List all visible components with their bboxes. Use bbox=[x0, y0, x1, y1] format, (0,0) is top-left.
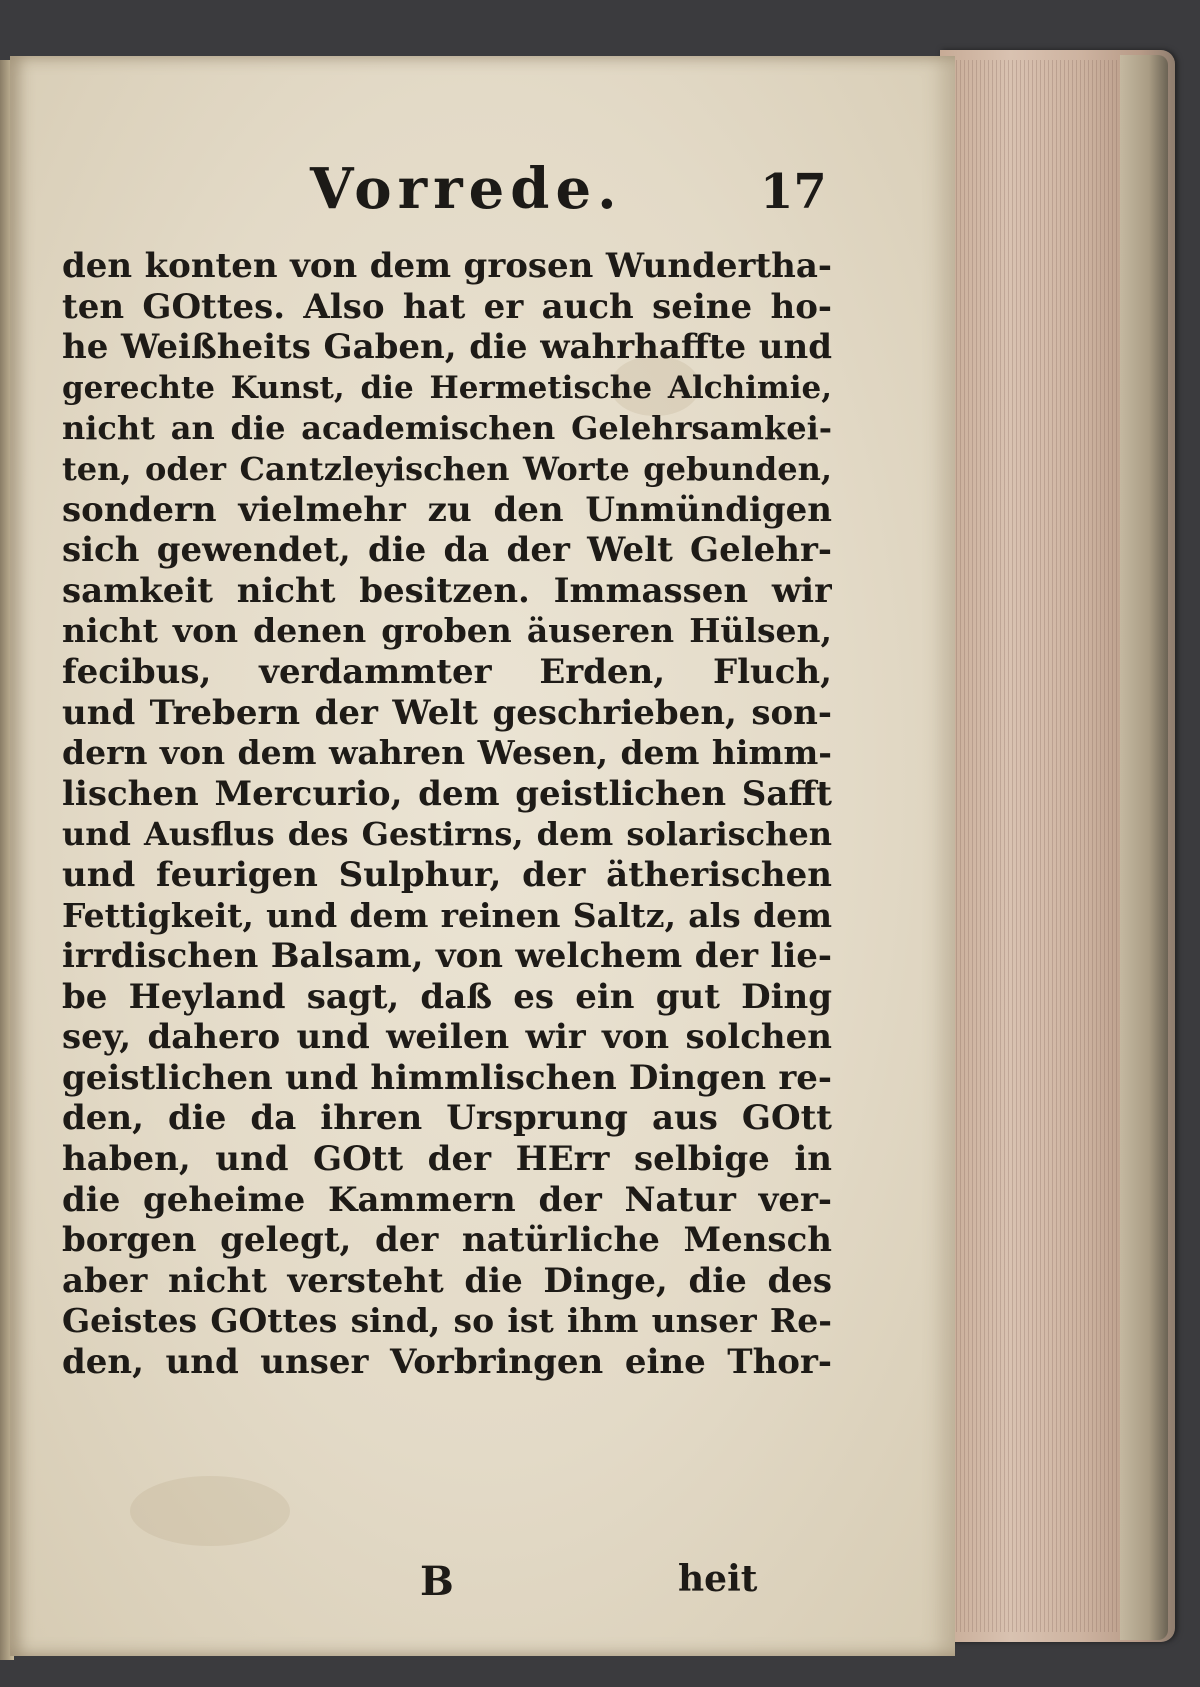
text-line: die geheime Kammern der Natur ver- bbox=[62, 1179, 832, 1220]
text-line: und feurigen Sulphur, der ätherischen bbox=[62, 854, 832, 895]
text-line: ten GOttes. Also hat er auch seine ho- bbox=[62, 286, 832, 327]
signature-mark: B bbox=[420, 1558, 454, 1605]
body-text bbox=[62, 246, 832, 1383]
text-line: he Weißheits Gaben, die wahrhaffte und bbox=[62, 327, 832, 368]
text-line: nicht von denen groben äuseren Hülsen, bbox=[62, 611, 832, 651]
catchword: heit bbox=[678, 1558, 758, 1600]
page-number: 17 bbox=[760, 164, 827, 220]
book-cover-edge bbox=[1120, 55, 1168, 1640]
text-line: borgen gelegt, der natürliche Mensch bbox=[62, 1220, 832, 1261]
text-line: be Heyland sagt, daß es ein gut Ding bbox=[62, 976, 832, 1017]
text-line: haben, und GOtt der HErr selbige in bbox=[62, 1139, 832, 1180]
text-line: sey, dahero und weilen wir von solchen bbox=[62, 1017, 832, 1058]
text-line: samkeit nicht besitzen. Immassen wir bbox=[62, 570, 832, 611]
paper-stain bbox=[130, 1476, 290, 1546]
text-line: nicht an die academischen Gelehrsamkei- bbox=[62, 409, 832, 448]
text-line: Fettigkeit, und dem reinen Saltz, als dem bbox=[62, 895, 832, 935]
text-line: sondern vielmehr zu den Unmündigen bbox=[62, 489, 832, 530]
text-line: geistlichen und himmlischen Dingen re- bbox=[62, 1057, 832, 1098]
text-line: irrdischen Balsam, von welchem der lie- bbox=[62, 936, 832, 977]
text-line: lischen Mercurio, dem geistlichen Safft bbox=[62, 773, 832, 814]
book-page bbox=[10, 56, 955, 1656]
text-line: aber nicht versteht die Dinge, die des bbox=[62, 1260, 832, 1301]
text-line: dern von dem wahren Wesen, dem himm- bbox=[62, 733, 832, 773]
text-line: sich gewendet, die da der Welt Gelehr- bbox=[62, 530, 832, 571]
text-line: und Trebern der Welt geschrieben, son- bbox=[62, 692, 832, 733]
text-line: gerechte Kunst, die Hermetische Alchimie, bbox=[62, 369, 832, 406]
text-line: den, und unser Vorbringen eine Thor- bbox=[62, 1342, 832, 1383]
page-header bbox=[10, 156, 955, 236]
text-line: den konten von dem grosen Wundertha- bbox=[62, 246, 832, 286]
text-line: Geistes GOttes sind, so ist ihm unser Re- bbox=[62, 1301, 832, 1341]
running-head: Vorrede. bbox=[310, 156, 623, 222]
page-footer bbox=[10, 1558, 955, 1618]
text-line: und Ausflus des Gestirns, dem solarischen bbox=[62, 815, 832, 854]
text-line: fecibus, verdammter Erden, Fluch, bbox=[62, 651, 832, 692]
text-line: ten, oder Cantzleyischen Worte gebunden, bbox=[62, 449, 832, 488]
text-line: den, die da ihren Ursprung aus GOtt bbox=[62, 1098, 832, 1139]
